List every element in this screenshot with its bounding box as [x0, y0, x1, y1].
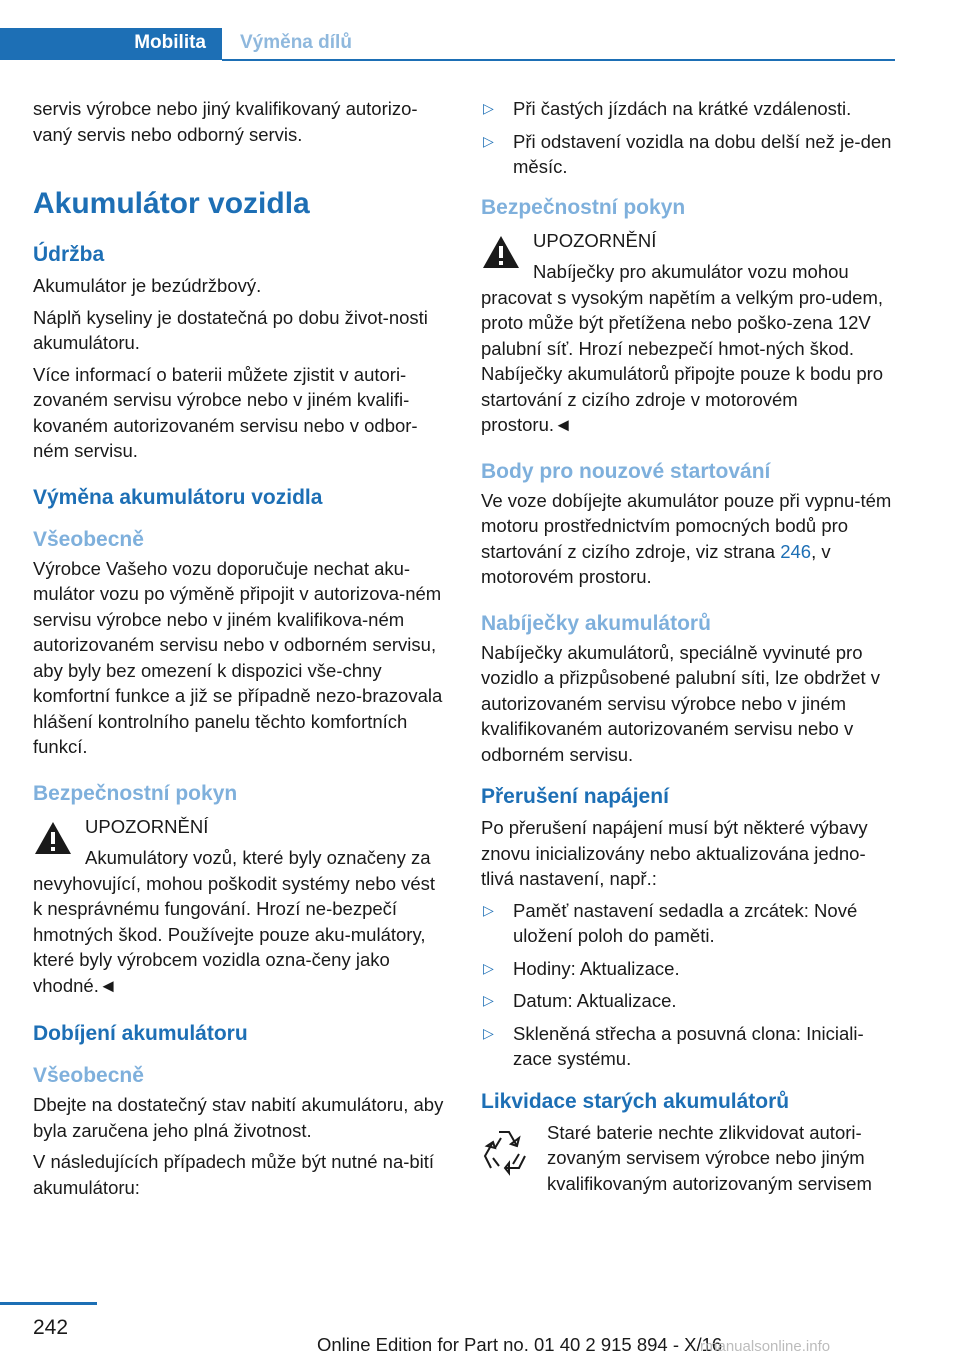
triangle-right-icon: ▷: [483, 1024, 494, 1041]
right-column: [481, 96, 893, 1196]
chargers-heading: Nabíječky akumulátorů: [481, 611, 711, 635]
page-link[interactable]: 246: [780, 540, 812, 562]
power-interruption-heading: Přerušení napájení: [481, 785, 669, 808]
jump-start-heading: Body pro nouzové startování: [481, 459, 771, 483]
recycle-icon: [481, 1124, 531, 1180]
warning-triangle-icon: [481, 234, 521, 270]
triangle-right-icon: ▷: [483, 992, 494, 1008]
header-rule: [222, 59, 895, 61]
jump-start-paragraph: Ve voze dobíjejte akumulátor pouze při vypnu‐tém motoru prostřednictvím pomocných bodů pro startování z cizího zdroje, viz strana 246, v motorovém prostoru.: [481, 489, 892, 587]
power-interruption-paragraph: Po přerušení napájení musí být některé výbavy znovu inicializovány nebo aktualizována jedno‐tlivá nastavení, např.:: [481, 817, 868, 889]
list-item: ▷ Hodiny: Aktualizace.: [481, 956, 893, 982]
list-item: ▷ Skleněná střecha a posuvná clona: Iniciali‐zace systému.: [483, 1022, 864, 1069]
maintenance-paragraph-1: Akumulátor je bezúdržbový.: [33, 275, 262, 296]
list-item: ▷ Paměť nastavení sedadla a zrcátek: Nové uložení poloh do paměti.: [483, 899, 858, 946]
safety-heading: Bezpečnostní pokyn: [481, 195, 686, 219]
charging-cases-list: [481, 96, 893, 180]
warning-block: [33, 814, 445, 999]
watermark: rmanualsonline.info: [700, 1338, 831, 1355]
warning-text: Nabíječky pro akumulátor vozu mohou pracovat s vysokým napětím a velkým pro‐udem, proto může být přetížena nebo poško‐zena 12V palubní síť. Hrozí nebezpečí hmot‐ných škod. Nabíječky akumulátorů připojte pouze k bodu pro startování z cizího zdroje v motorovém prostoru.◄: [481, 261, 884, 435]
footer-rule: [0, 1302, 97, 1305]
subsection-title: Výměna dílů: [240, 32, 352, 53]
triangle-right-icon: ▷: [483, 959, 494, 976]
charging-heading: Dobíjení akumulátoru: [33, 1022, 248, 1045]
disposal-text: Staré baterie nechte zlikvidovat autori‐zovaným servisem výrobce nebo jiným kvalifikovaným autorizovaným servisem: [547, 1121, 872, 1194]
intro-paragraph: servis výrobce nebo jiný kvalifikovaný autorizo‐vaný servis nebo odborný servis.: [33, 98, 418, 145]
maintenance-paragraph-2: Náplň kyseliny je dostatečná po dobu život‐nosti akumulátoru.: [33, 306, 428, 353]
section-title: Mobilita: [134, 32, 206, 53]
section-tab: [0, 28, 222, 60]
list-item: ▷ Datum: Aktualizace.: [481, 988, 893, 1014]
charging-paragraph-2: V následujících případech může být nutné na‐bití akumulátoru:: [33, 1151, 435, 1198]
warning-triangle-icon: [33, 820, 73, 856]
triangle-right-icon: ▷: [483, 132, 494, 149]
replacement-heading: Výměna akumulátoru vozidla: [33, 485, 323, 509]
edition-note: Online Edition for Part no. 01 40 2 915 894 - X/16: [317, 1334, 723, 1355]
settings-list: [481, 898, 893, 1072]
general-heading: Všeobecně: [33, 527, 144, 551]
general-paragraph: Výrobce Vašeho vozu doporučuje nechat aku‐mulátor vozu po výměně připojit v autorizova‐ném servisu výrobce nebo v jiném kvalifikova‐ném autorizovaném servisu nebo v odborném servisu, aby byly bez omezení k dispozici vše‐chny komfortní funkce a již se případně nezo‐brazovala hlášení kontrolního panelu těchto komfortních funkcí.: [33, 557, 443, 757]
triangle-right-icon: ▷: [483, 100, 494, 116]
triangle-right-icon: ▷: [483, 901, 494, 918]
disposal-heading: Likvidace starých akumulátorů: [481, 1089, 790, 1113]
disposal-block: [481, 1120, 893, 1197]
charging-paragraph-1: Dbejte na dostatečný stav nabití akumulátoru, aby byla zaručena jeho plná životnost.: [33, 1094, 444, 1141]
warning-block: [481, 228, 893, 438]
list-item: ▷ Při odstavení vozidla na dobu delší než je‐den měsíc.: [483, 130, 892, 177]
warning-text: Akumulátory vozů, které byly označeny za nevyhovující, mohou poškodit systémy nebo vést k nesprávnému fungování. Hrozí ne‐bezpečí hmotných škod. Používejte pouze aku‐mulátory, které byly výrobcem vozidla ozna‐čeny jako vhodné.◄: [33, 847, 436, 996]
page-header: [0, 28, 895, 60]
list-item: ▷ Při častých jízdách na krátké vzdálenosti.: [481, 96, 893, 122]
warning-title: UPOZORNĚNÍ: [85, 815, 209, 837]
warning-title: UPOZORNĚNÍ: [533, 229, 657, 251]
chargers-paragraph: Nabíječky akumulátorů, speciálně vyvinuté pro vozidlo a přizpůsobené palubní síti, lze obdržet v autorizovaném servisu výrobce nebo v jiném kvalifikovaném autorizovaném servisu nebo v odborném servisu.: [481, 641, 881, 765]
charging-general-heading: Všeobecně: [33, 1064, 144, 1087]
safety-heading: Bezpečnostní pokyn: [33, 781, 238, 805]
chapter-title: Akumulátor vozidla: [33, 187, 310, 220]
maintenance-paragraph-3: Více informací o baterii můžete zjistit v autori‐zovaném servisu výrobce nebo v jiném kvalifi‐kovaném autorizovaném servisu nebo v odbor‐ném servisu.: [33, 363, 418, 461]
page-number: 242: [33, 1316, 69, 1339]
left-column: [33, 96, 445, 1206]
maintenance-heading: Údržba: [33, 243, 105, 266]
